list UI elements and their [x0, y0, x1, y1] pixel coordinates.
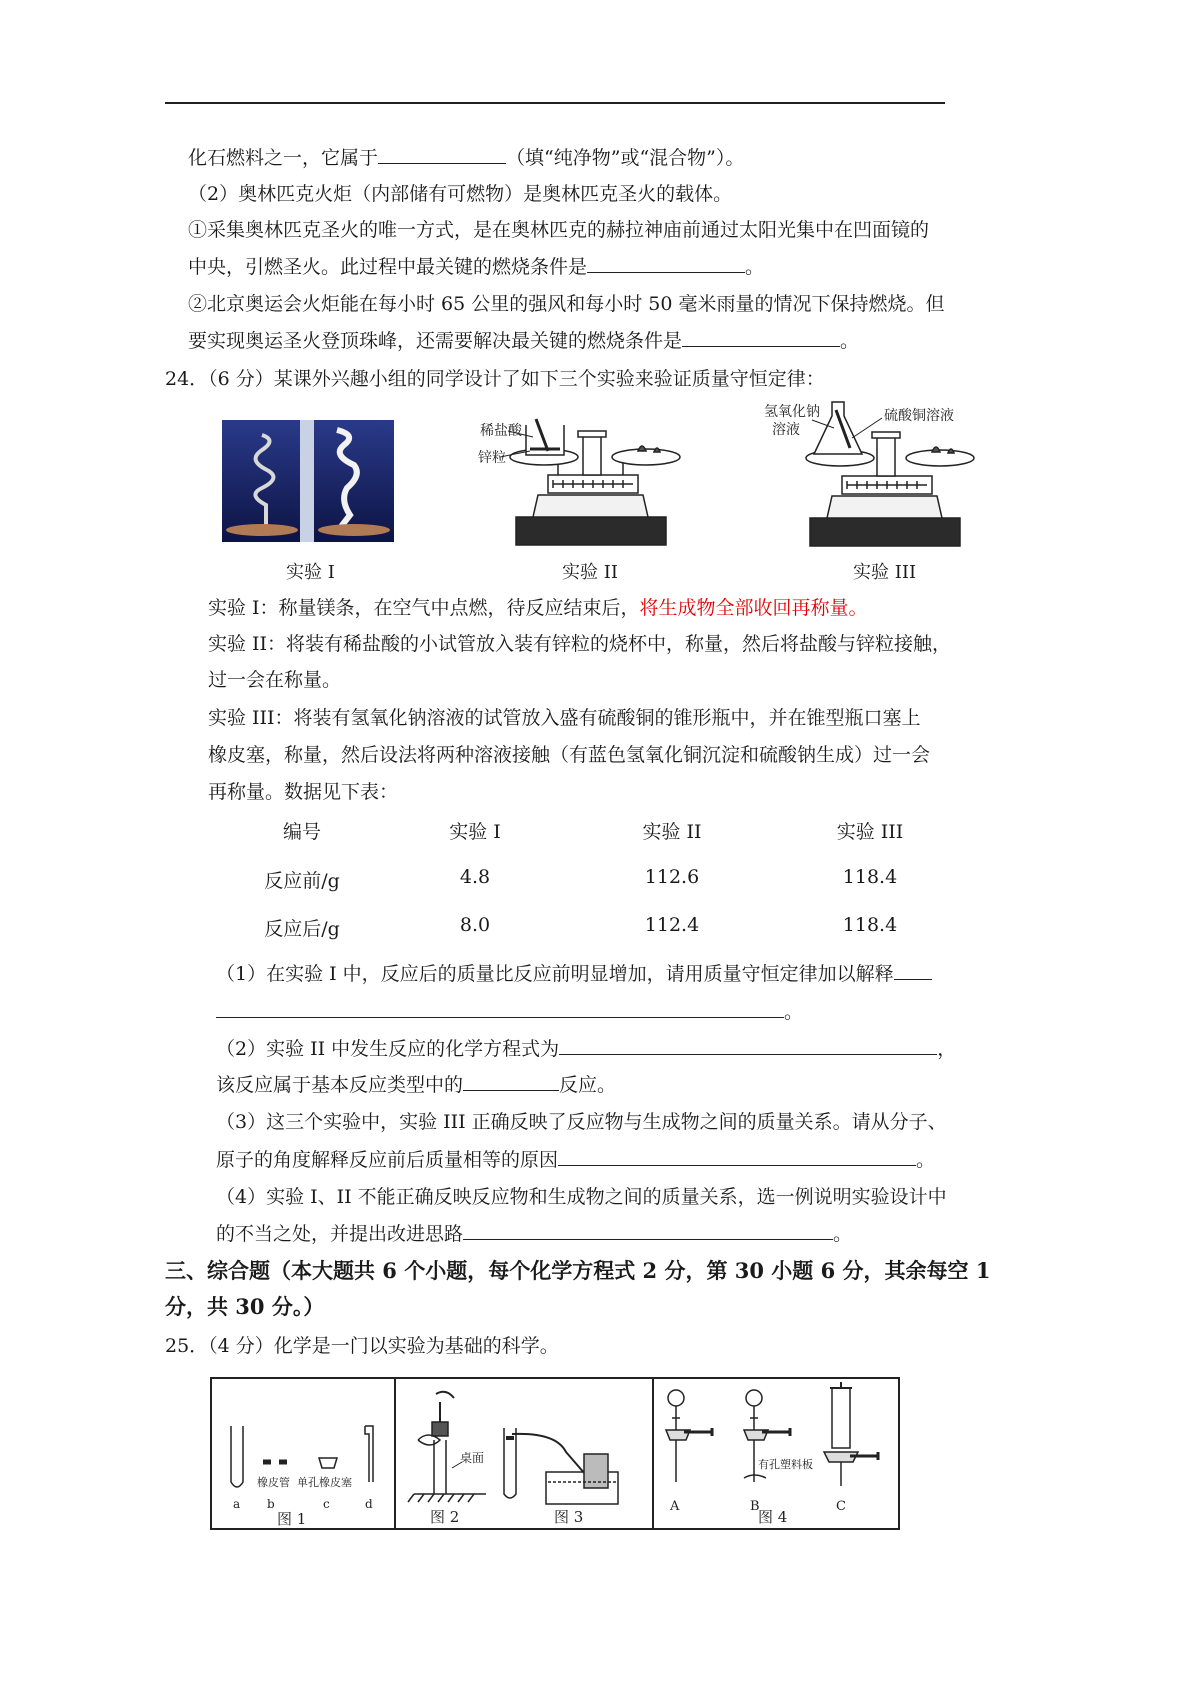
answer-blank[interactable] — [587, 256, 745, 273]
caption-experiment-1: 实验 I — [286, 562, 335, 583]
section-title-cont: 分，共 30 分。） — [165, 1294, 325, 1319]
answer-blank[interactable] — [463, 1223, 833, 1240]
answer-blank[interactable] — [682, 330, 840, 347]
header-rule — [165, 102, 945, 104]
label-stopper: 单孔橡皮塞 — [297, 1476, 352, 1489]
text-line: ②北京奥运会火炬能在每小时 65 公里的强风和每小时 50 毫米雨量的情况下保持燃烧。但 — [188, 293, 945, 315]
table-cell: 112.4 — [644, 914, 700, 936]
label-desk: 桌面 — [460, 1451, 485, 1465]
answer-blank[interactable] — [378, 147, 506, 164]
text-line: 要实现奥运圣火登顶珠峰，还需要解决最关键的燃烧条件是 。 — [188, 330, 860, 352]
experiment-1-text: 实验 I：称量镁条，在空气中点燃，待反应结束后，将生成物全部收回再称量。 — [208, 597, 868, 619]
table-cell: 4.8 — [459, 866, 491, 888]
figure-2-3-apparatus — [396, 1382, 650, 1527]
label-zinc: 锌粒 — [478, 450, 506, 466]
table-cell: 反应后/g — [264, 918, 340, 940]
experiment-3-text-cont: 橡皮塞，称量，然后设法将两种溶液接触（有蓝色氢氧化铜沉淀和硫酸钠生成）过一会 — [208, 744, 931, 766]
figure-1-apparatus — [215, 1382, 390, 1527]
question-25: 25．（4 分）化学是一门以实验为基础的科学。 — [165, 1335, 559, 1357]
table-cell: 反应前/g — [264, 870, 340, 892]
label-naoh-line2: 溶液 — [772, 422, 800, 438]
caption-experiment-3: 实验 III — [853, 562, 917, 583]
subquestion-3: （3）这三个实验中，实验 III 正确反映了反应物与生成物之间的质量关系。请从分子、 — [216, 1111, 947, 1133]
label-perforated-plate: 有孔塑料板 — [758, 1458, 813, 1471]
table-header: 实验 III — [836, 821, 904, 843]
subquestion-3-cont: 原子的角度解释反应前后质量相等的原因 。 — [216, 1149, 936, 1171]
table-cell: 118.4 — [842, 914, 898, 936]
text-line: ①采集奥林匹克圣火的唯一方式，是在奥林匹克的赫拉神庙前通过太阳光集中在凹面镜的 — [188, 219, 930, 241]
label-c: c — [323, 1497, 330, 1511]
answer-blank[interactable] — [894, 963, 932, 980]
table-header: 实验 I — [449, 821, 501, 843]
label-B: B — [750, 1499, 760, 1514]
experiment-3-text-cont2: 再称量。数据见下表： — [208, 781, 399, 803]
figure-4-apparatus — [654, 1382, 898, 1527]
subquestion-4-cont: 的不当之处，并提出改进思路 。 — [216, 1223, 853, 1245]
section-title: 三、综合题（本大题共 6 个小题，每个化学方程式 2 分，第 30 小题 6 分，其余每空 1 — [165, 1258, 991, 1283]
question-24: 24．（6 分）某课外兴趣小组的同学设计了如下三个实验来验证质量守恒定律： — [165, 368, 825, 390]
label-A: A — [670, 1499, 680, 1514]
subquestion-2: （2）实验 II 中发生反应的化学方程式为 ， — [216, 1038, 957, 1060]
answer-blank[interactable] — [558, 1149, 916, 1166]
answer-blank[interactable] — [216, 1001, 784, 1018]
experiment-3-text: 实验 III：将装有氢氧化钠溶液的试管放入盛有硫酸铜的锥形瓶中，并在锥型瓶口塞上 — [208, 707, 921, 729]
text-line: 化石燃料之一，它属于 （填“纯净物”或“混合物”）。 — [188, 147, 745, 169]
subquestion-2-cont: 该反应属于基本反应类型中的 反应。 — [216, 1074, 617, 1096]
answer-blank[interactable] — [559, 1038, 937, 1055]
figure-4-caption: 图 4 — [758, 1508, 788, 1526]
label-b: b — [267, 1497, 275, 1511]
table-cell: 112.6 — [644, 866, 700, 888]
experiment-3-balance — [762, 398, 982, 548]
label-copper-sulfate: 硫酸铜溶液 — [884, 408, 954, 424]
label-C: C — [836, 1499, 846, 1514]
figure-3-caption: 图 3 — [554, 1508, 584, 1526]
figure-1-caption: 图 1 — [277, 1510, 307, 1527]
table-header: 实验 II — [642, 821, 702, 843]
label-a: a — [233, 1497, 241, 1511]
table-header: 编号 — [282, 821, 321, 843]
table-cell: 8.0 — [459, 914, 491, 936]
figure-2-caption: 图 2 — [430, 1508, 460, 1526]
table-cell: 118.4 — [842, 866, 898, 888]
subquestion-4: （4）实验 I、II 不能正确反映反应物和生成物之间的质量关系，选一例说明实验设计中 — [216, 1186, 947, 1208]
highlight-text: 将生成物全部收回再称量。 — [639, 597, 868, 619]
label-d: d — [365, 1497, 373, 1511]
text-line: 中央，引燃圣火。此过程中最关键的燃烧条件是 。 — [188, 256, 765, 278]
label-rubber-tube: 橡皮管 — [257, 1476, 290, 1489]
caption-experiment-2: 实验 II — [562, 562, 618, 583]
label-hydrochloric-acid: 稀盐酸 — [480, 423, 522, 439]
answer-blank[interactable] — [463, 1074, 559, 1091]
experiment-1-photo — [222, 420, 394, 542]
text-line: （2）奥林匹克火炬（内部储有可燃物）是奥林匹克圣火的载体。 — [188, 183, 733, 205]
subquestion-1: （1）在实验 I 中，反应后的质量比反应前明显增加，请用质量守恒定律加以解释 — [216, 962, 932, 986]
experiment-2-balance — [478, 405, 698, 547]
experiment-2-text-cont: 过一会在称量。 — [208, 669, 342, 691]
subquestion-1-cont: 。 — [216, 1000, 803, 1024]
label-naoh-line1: 氢氧化钠 — [764, 404, 820, 420]
experiment-2-text: 实验 II：将装有稀盐酸的小试管放入装有锌粒的烧杯中，称量，然后将盐酸与锌粒接触， — [208, 633, 952, 655]
